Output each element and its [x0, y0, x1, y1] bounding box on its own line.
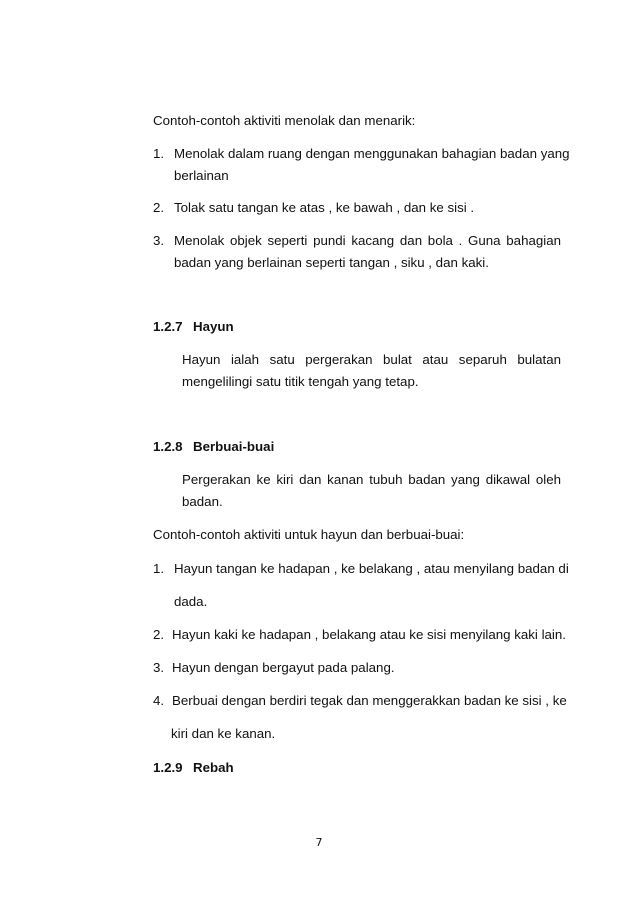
list-number: 1.	[153, 146, 165, 161]
list-number: 4.	[153, 693, 165, 708]
list-item-continuation: kiri dan ke kanan.	[171, 726, 276, 741]
list-number: 2.	[153, 200, 165, 215]
section-heading-rebah	[153, 760, 561, 776]
list-item	[153, 660, 561, 676]
page-number: 7	[315, 836, 323, 849]
list-text: Menolak objek seperti pundi kacang dan bola . Guna bahagian	[174, 233, 561, 248]
section-body: Hayun ialah satu pergerakan bulat atau separuh bulatan	[182, 352, 561, 367]
section-title: Rebah	[193, 760, 234, 775]
list-number: 3.	[153, 233, 165, 248]
list-number: 1.	[153, 561, 165, 576]
list-item	[153, 627, 566, 643]
list-item-continuation: berlainan	[174, 168, 229, 183]
list-text: Berbuai dengan berdiri tegak dan menggerakkan badan ke sisi , ke	[172, 693, 567, 708]
intro-pushing-pulling: Contoh-contoh aktiviti menolak dan menarik:	[153, 113, 416, 128]
section-title: Berbuai-buai	[193, 439, 275, 454]
list-text: Menolak dalam ruang dengan menggunakan bahagian badan yang	[174, 146, 570, 161]
list-text: Hayun dengan bergayut pada palang.	[172, 660, 395, 675]
list-number: 2.	[153, 627, 165, 642]
list-number: 3.	[153, 660, 165, 675]
section-body: badan.	[182, 494, 223, 509]
section-number: 1.2.8	[153, 439, 183, 454]
list-item	[153, 146, 570, 162]
section-title: Hayun	[193, 319, 234, 334]
list-text: Hayun tangan ke hadapan , ke belakang , atau menyilang badan di	[174, 561, 569, 576]
list-item	[153, 200, 561, 216]
list-item	[153, 693, 567, 709]
section-body: Pergerakan ke kiri dan kanan tubuh badan yang dikawal oleh	[182, 472, 561, 487]
list-item-continuation: badan yang berlainan seperti tangan , siku , dan kaki.	[174, 255, 489, 270]
list-text: Tolak satu tangan ke atas , ke bawah , dan ke sisi .	[174, 200, 475, 215]
list-text: Hayun kaki ke hadapan , belakang atau ke sisi menyilang kaki lain.	[172, 627, 566, 642]
intro-swinging: Contoh-contoh aktiviti untuk hayun dan berbuai-buai:	[153, 527, 465, 542]
list-item	[153, 561, 569, 577]
section-heading-berbuai	[153, 439, 561, 455]
section-heading-hayun	[153, 319, 561, 335]
list-item-continuation: dada.	[174, 594, 208, 609]
section-number: 1.2.7	[153, 319, 183, 334]
section-body: mengelilingi satu titik tengah yang tetap.	[182, 374, 419, 389]
section-number: 1.2.9	[153, 760, 183, 775]
list-item	[153, 233, 561, 249]
